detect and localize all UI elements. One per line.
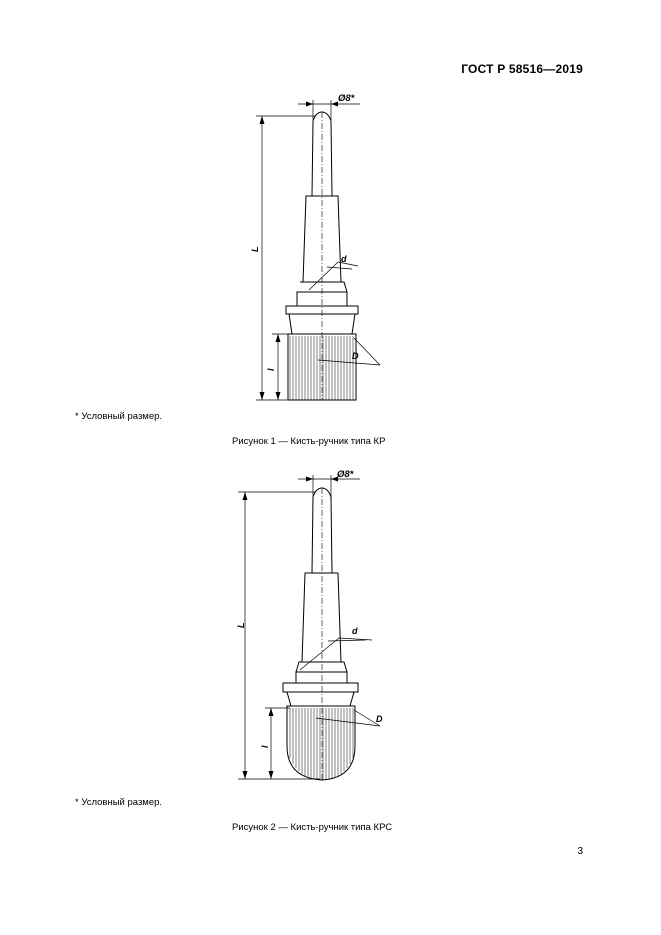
figure-2-bristle-diameter-label: D — [376, 714, 383, 724]
figure-1-bristle-diameter-label: D — [352, 351, 359, 361]
page-number: 3 — [577, 846, 583, 857]
figure-1-length-label: L — [250, 246, 260, 252]
figure-1-caption: Рисунок 1 — Кисть-ручник типа КР — [232, 436, 386, 447]
figure-2-length-label: L — [236, 622, 246, 628]
figure-1-handle-diameter-label: d — [341, 254, 347, 264]
figure-1-footnote: * Условный размер. — [75, 411, 163, 422]
figure-2-bristle-length-label: l — [260, 745, 270, 748]
figure-2-handle-diameter-label: d — [352, 626, 358, 636]
figure-1-diameter-label: Ø8* — [338, 93, 355, 104]
figure-2-diameter-label: Ø8* — [337, 469, 354, 480]
figure-2-caption: Рисунок 2 — Кисть-ручник типа КРС — [232, 822, 393, 833]
figure-2-footnote: * Условный размер. — [75, 797, 163, 808]
figure-1-bristle-length-label: l — [266, 368, 276, 371]
standard-header: ГОСТ Р 58516—2019 — [461, 62, 583, 76]
